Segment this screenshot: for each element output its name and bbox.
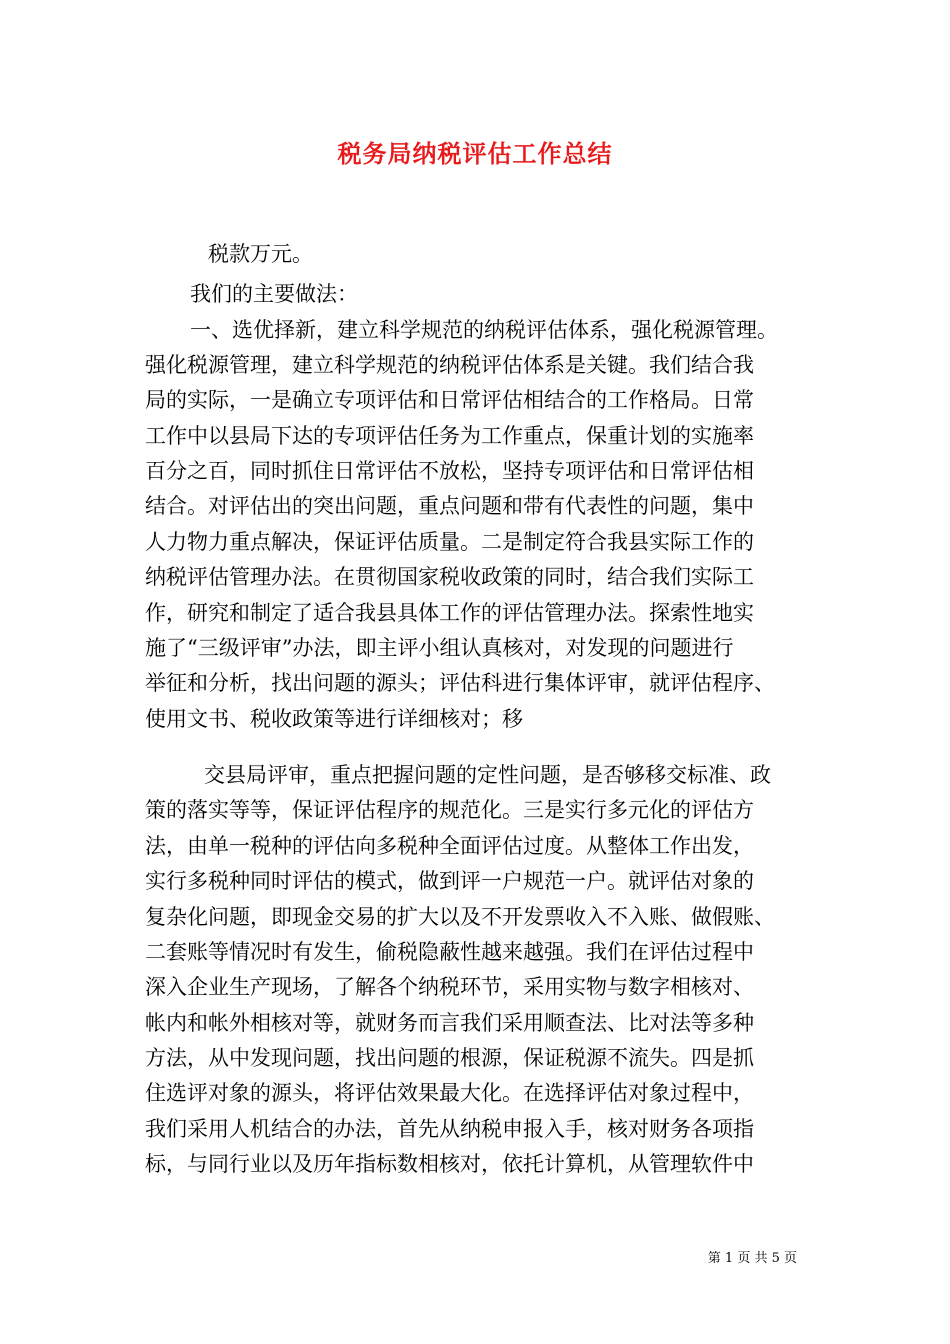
paragraph-line: 住选评对象的源头，将评估效果最大化。在选择评估对象过程中，	[145, 1081, 754, 1105]
paragraph-line: 交县局评审，重点把握问题的定性问题，是否够移交标准、政	[204, 763, 771, 787]
paragraph-line: 策的落实等等，保证评估程序的规范化。三是实行多元化的评估方	[145, 798, 754, 822]
paragraph-line: 实行多税种同时评估的模式，做到评一户规范一户。就评估对象的	[145, 869, 754, 893]
paragraph-line: 强化税源管理，建立科学规范的纳税评估体系是关键。我们结合我	[145, 353, 754, 377]
paragraph-line: 工作中以县局下达的专项评估任务为工作重点，保重计划的实施率	[145, 424, 754, 448]
paragraph-line: 使用文书、税收政策等进行详细核对；移	[145, 707, 523, 731]
page-number-footer: 第 1 页 共 5 页	[707, 1251, 797, 1266]
paragraph-line: 二套账等情况时有发生，偷税隐蔽性越来越强。我们在评估过程中	[145, 940, 754, 964]
paragraph-line: 一、选优择新，建立科学规范的纳税评估体系，强化税源管理。	[190, 318, 778, 342]
paragraph-line: 百分之百，同时抓住日常评估不放松，坚持专项评估和日常评估相	[145, 459, 754, 483]
paragraph-line: 复杂化问题，即现金交易的扩大以及不开发票收入不入账、做假账、	[145, 905, 775, 929]
paragraph-line: 作，研究和制定了适合我县具体工作的评估管理办法。探索性地实	[145, 601, 754, 625]
document-title: 税务局纳税评估工作总结	[337, 140, 613, 168]
paragraph-line: 税款万元。	[208, 242, 313, 266]
paragraph-line: 我们采用人机结合的办法，首先从纳税申报入手，核对财务各项指	[145, 1117, 754, 1141]
paragraph-line: 法，由单一税种的评估向多税种全面评估过度。从整体工作出发，	[145, 834, 754, 858]
paragraph-line: 举征和分析，找出问题的源头；评估科进行集体评审，就评估程序、	[145, 671, 775, 695]
paragraph-line: 局的实际，一是确立专项评估和日常评估相结合的工作格局。日常	[145, 388, 754, 412]
paragraph-line: 帐内和帐外相核对等，就财务而言我们采用顺查法、比对法等多种	[145, 1011, 754, 1035]
paragraph-line: 深入企业生产现场，了解各个纳税环节，采用实物与数字相核对、	[145, 975, 754, 999]
paragraph-line: 结合。对评估出的突出问题，重点问题和带有代表性的问题，集中	[145, 494, 754, 518]
paragraph-line: 方法，从中发现问题，找出问题的根源，保证税源不流失。四是抓	[145, 1046, 754, 1070]
paragraph-line: 标，与同行业以及历年指标数相核对，依托计算机，从管理软件中	[145, 1152, 754, 1176]
paragraph-line: 人力物力重点解决，保证评估质量。二是制定符合我县实际工作的	[145, 530, 754, 554]
paragraph-line: 纳税评估管理办法。在贯彻国家税收政策的同时，结合我们实际工	[145, 565, 754, 589]
paragraph-line: 施了“三级评审”办法，即主评小组认真核对，对发现的问题进行	[145, 636, 734, 660]
paragraph-line: 我们的主要做法：	[190, 282, 358, 306]
